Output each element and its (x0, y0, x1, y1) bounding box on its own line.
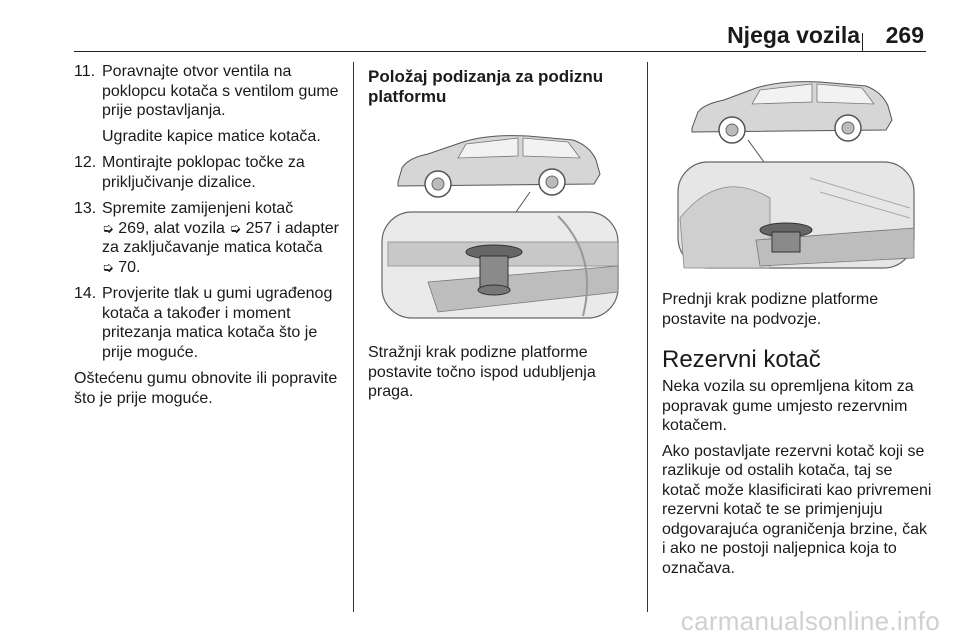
watermark: carmanualsonline.info (680, 606, 940, 636)
step-text-part: . (135, 258, 141, 276)
step-text-part: , alat vozila (144, 219, 225, 237)
header-title: Njega vozila (727, 22, 860, 48)
rear-lift-illustration (368, 116, 632, 326)
header-divider (862, 33, 863, 52)
section-heading: Položaj podizanja za podiznu platformu (368, 67, 604, 106)
page-reference-arrow-icon: ➭ (102, 219, 114, 236)
step-number: 11. (74, 63, 96, 80)
column-divider-left (353, 62, 354, 612)
figure-caption: Stražnji krak podizne platforme postavite točno ispod udubljenja praga. (368, 344, 596, 400)
paragraph: Neka vozila su opremljena kitom za popravak gume umjesto rezervnim kotačem. (662, 378, 914, 434)
paragraph: Oštećenu gumu obnovite ili popravite što je prije moguće. (74, 370, 338, 407)
step-12 (74, 153, 344, 192)
step-text: Provjerite tlak u gumi ugrađenog kotača a također i moment pritezanja matica kotača što je prije moguće. (102, 285, 333, 361)
figure-caption: Prednji krak podizne platforme postavite na podvozje. (662, 291, 879, 328)
step-text (102, 199, 344, 277)
front-lift-illustration (660, 68, 930, 276)
figure-front-lift-point (660, 68, 930, 276)
step-11 (74, 62, 344, 146)
page-reference-link[interactable]: 269 (118, 219, 145, 237)
page-reference-arrow-icon: ➭ (102, 258, 114, 275)
paragraph: Ako postavljate rezervni kotač koji se razlikuje od ostalih kotača, taj se kotač može klasificirati kao privremeni rezervni kotač te se primjenjuju odgovarajuća ograničenja brzine, čak i ako ne postoji naljepnica koja to označava. (662, 442, 932, 577)
page-reference-link[interactable]: 257 (245, 219, 273, 237)
page-reference-arrow-icon: ➭ (229, 219, 242, 236)
step-number: 12. (74, 154, 97, 171)
step-text: Poravnajte otvor ventila na poklopcu kotača s ventilom gume prije postavljanja. (102, 63, 339, 119)
step-14 (74, 284, 344, 362)
column-divider-right (647, 62, 648, 612)
section-body (662, 377, 932, 584)
figure-rear-lift-point (368, 116, 632, 326)
step-number: 14. (74, 285, 97, 302)
step-subtext: Ugradite kapice matice kotača. (102, 127, 321, 145)
page-number: 269 (885, 22, 924, 48)
step-text: Montirajte poklopac točke za priključivanje dizalice. (102, 154, 305, 191)
step-number: 13. (74, 200, 97, 217)
step-text-part: i adapter za zaključavanje matica kotača (102, 219, 339, 256)
page-reference-link[interactable]: 70 (118, 258, 136, 276)
column-1 (74, 62, 344, 408)
section-title: Rezervni kotač (662, 346, 821, 373)
header-rule (74, 51, 926, 52)
step-13 (74, 199, 344, 277)
step-text-part: Spremite zamijenjeni kotač (102, 200, 294, 217)
